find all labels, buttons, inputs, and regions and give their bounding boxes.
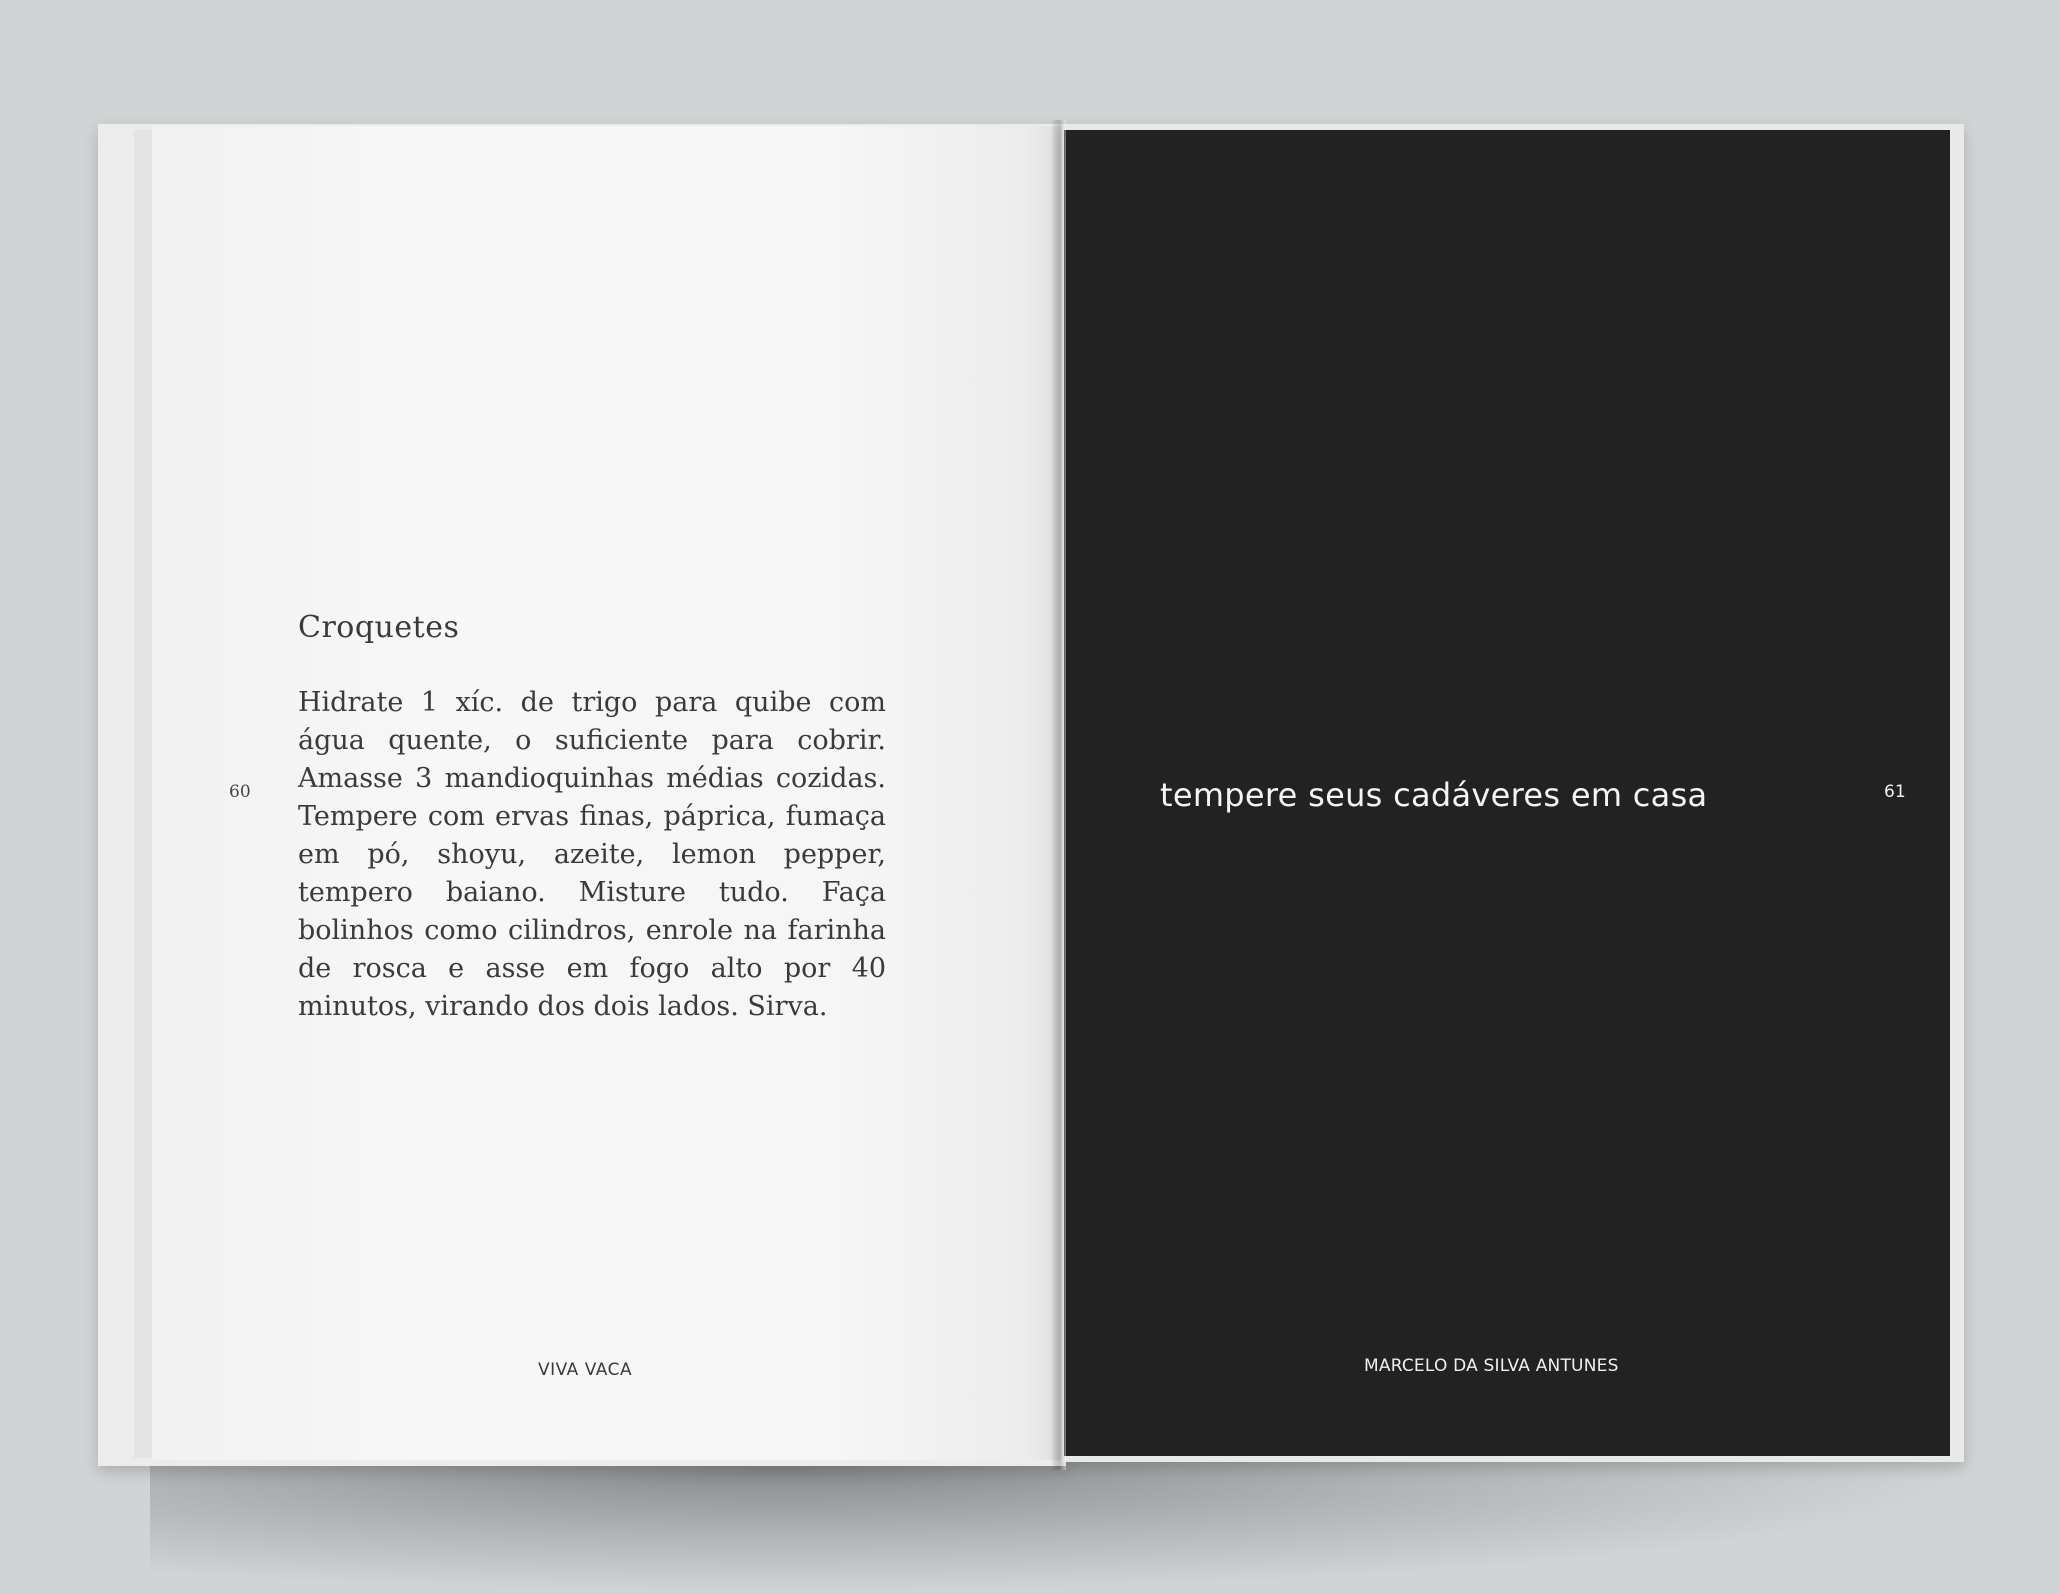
left-footer: VIVA VACA bbox=[538, 1360, 633, 1380]
book-gutter bbox=[1052, 120, 1066, 1470]
left-page-number: 60 bbox=[229, 782, 251, 802]
recipe-body: Hidrate 1 xíc. de trigo para quibe com água quente, o suficiente para cobrir. Amasse 3 mandioquinhas médias cozidas. Tempere com ervas finas, páprica, fumaça em pó, shoyu, azeite, lemon pepper, tempero baiano. Misture tudo. Faça bolinhos como cilindros, enrole na farinha de rosca e asse em fogo alto por 40 minutos, virando dos dois lados. Sirva. bbox=[298, 687, 886, 1022]
right-page-number: 61 bbox=[1884, 782, 1906, 802]
right-page-quote: tempere seus cadáveres em casa bbox=[1160, 776, 1708, 814]
right-footer: MARCELO DA SILVA ANTUNES bbox=[1364, 1356, 1619, 1376]
recipe-title: Croquetes bbox=[298, 610, 460, 645]
